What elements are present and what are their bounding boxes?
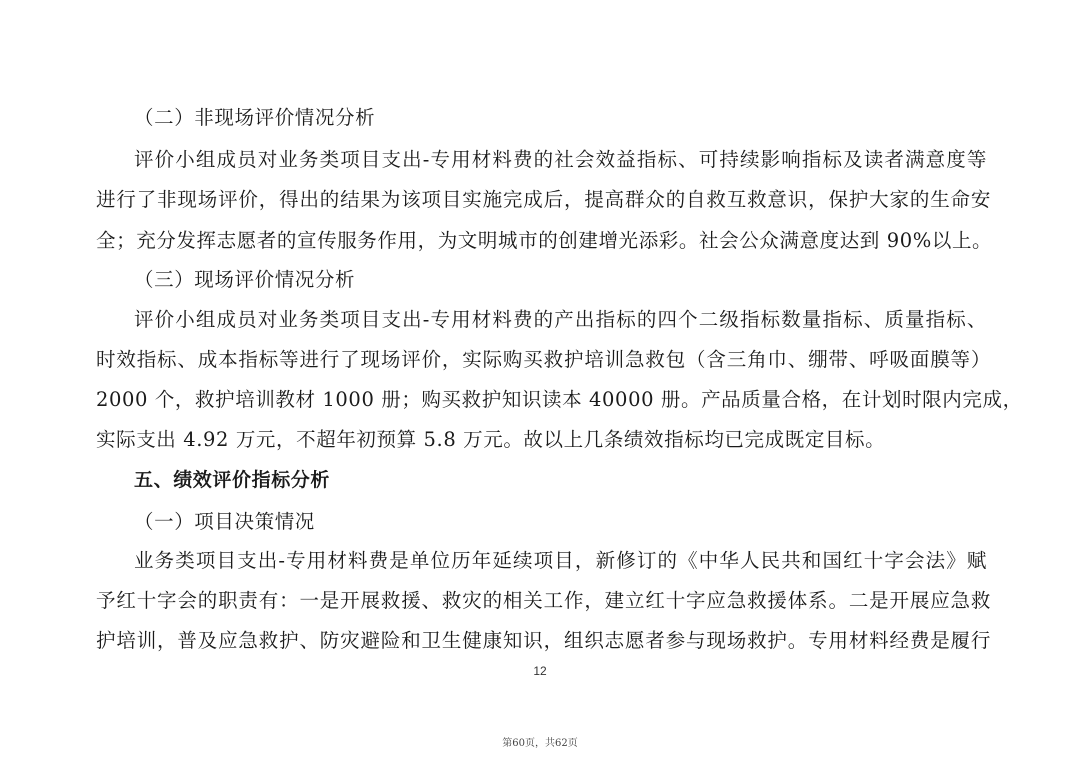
paragraph-line: 予红十字会的职责有：一是开展救援、救灾的相关工作，建立红十字应急救援体系。二是开展应急救 [96, 589, 991, 612]
paragraph-line: 2000 个，救护培训教材 1000 册；购买救护知识读本 40000 册。产品质量合格，在计划时限内完成， [96, 388, 1023, 411]
paragraph-line: 评价小组成员对业务类项目支出-专用材料费的社会效益指标、可持续影响指标及读者满意度等 [134, 148, 987, 171]
section-heading-5: 五、绩效评价指标分析 [134, 469, 331, 491]
paragraph-line: 护培训，普及应急救护、防灾避险和卫生健康知识，组织志愿者参与现场救护。专用材料经费是履行 [96, 629, 991, 652]
paragraph-line: 时效指标、成本指标等进行了现场评价，实际购买救护培训急救包（含三角巾、绷带、呼吸面膜等） [96, 348, 991, 371]
paragraph-line: 业务类项目支出-专用材料费是单位历年延续项目，新修订的《中华人民共和国红十字会法》赋 [134, 549, 987, 572]
page-number: 12 [533, 664, 547, 678]
page-footer: 第60页，共62页 [502, 738, 578, 749]
section-heading-2: （二）非现场评价情况分析 [134, 106, 376, 129]
paragraph-line: 进行了非现场评价，得出的结果为该项目实施完成后，提高群众的自救互救意识，保护大家的生命安 [96, 188, 991, 211]
paragraph-line: 评价小组成员对业务类项目支出-专用材料费的产出指标的四个二级指标数量指标、质量指标、 [134, 308, 987, 331]
paragraph-line: 全；充分发挥志愿者的宣传服务作用，为文明城市的创建增光添彩。社会公众满意度达到 90%以上。 [96, 229, 993, 252]
paragraph-line: 实际支出 4.92 万元，不超年初预算 5.8 万元。故以上几条绩效指标均已完成既定目标。 [96, 428, 886, 451]
subsection-heading-1: （一）项目决策情况 [134, 510, 315, 533]
section-heading-3: （三）现场评价情况分析 [134, 268, 356, 291]
